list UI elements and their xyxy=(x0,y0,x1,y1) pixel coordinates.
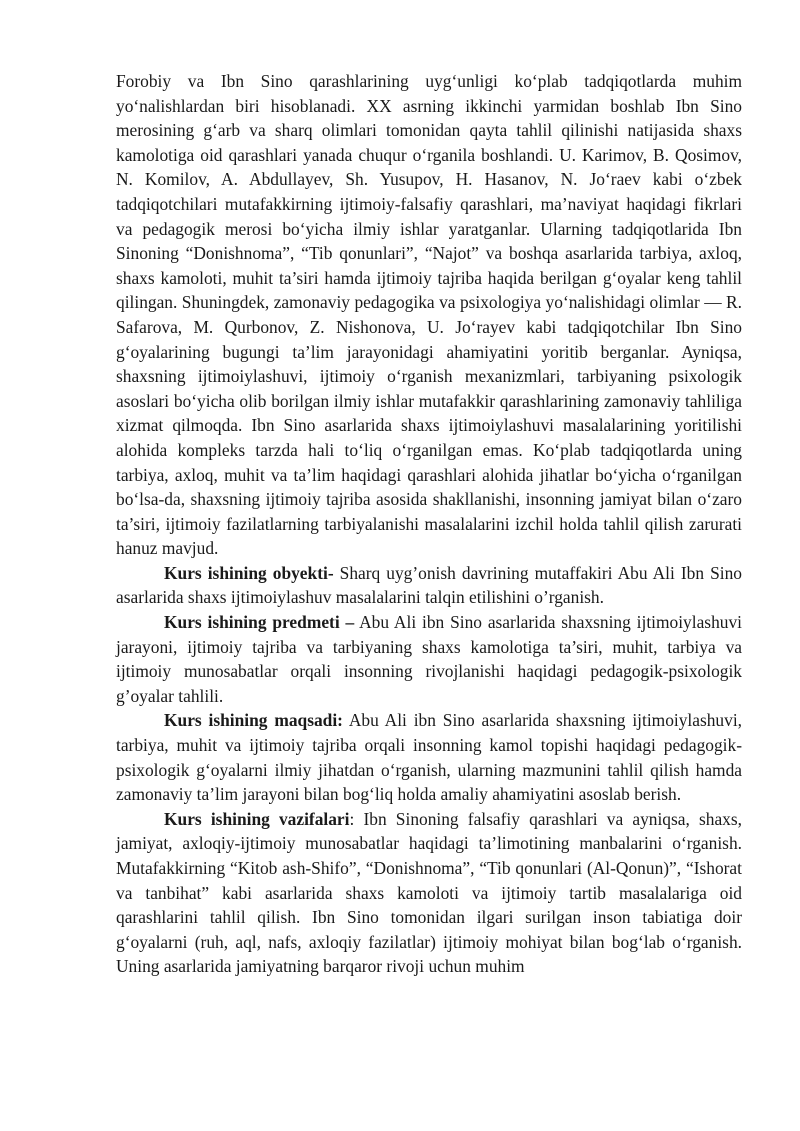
object-text: Sharq uyg’onish davrining mutaffakiri Abu Ali Ibn Sino asarlarida shaxs ijtimoiylashuv masalalarini talqin etilishini o’rganish. xyxy=(116,562,742,608)
goal-heading: Kurs ishining maqsadi: xyxy=(164,710,343,731)
object-heading: Kurs ishining obyekti- xyxy=(164,562,334,583)
tasks-heading: Kurs ishining vazifalari xyxy=(164,808,350,829)
subject-paragraph xyxy=(116,610,742,708)
object-paragraph xyxy=(116,561,742,610)
subject-heading: Kurs ishining predmeti – xyxy=(164,612,355,633)
goal-paragraph xyxy=(116,708,742,806)
goal-text: Abu Ali ibn Sino asarlarida shaxsning ijtimoiylashuvi, tarbiya, muhit va ijtimoiy tajriba orqali insonning kamol topishi haqidagi pedagogik-psixologik g‘oyalarni ilmiy jihatdan o‘rganish, ularning mazmunini tahlil qilish hamda zamonaviy ta’lim jarayoni bilan bog‘liq holda amaliy ahamiyatini asoslab berish. xyxy=(116,710,743,805)
tasks-text: : Ibn Sinoning falsafiy qarashlari va ayniqsa, shaxs, jamiyat, axloqiy-ijtimoiy munosabatlar haqidagi ta’limotining manbalarini o‘rganish. Mutafakkirning “Kitob ash-Shifo”, “Donishnoma”, “Tib qonunlari (Al-Qonun)”, “Ishorat va tanbihat” kabi asarlarida shaxs kamoloti va ijtimoiy tartib masalalariga oid qarashlarini tahlil qilish. Ibn Sino tomonidan ilgari surilgan inson tabiatiga doir g‘oyalarni (ruh, aql, nafs, axloqiy fazilatlar) ijtimoiy mohiyat bilan bog‘lab o‘rganish. Uning asarlarida jamiyatning barqaror rivoji uchun muhim xyxy=(116,808,742,977)
intro-paragraph: Forobiy va Ibn Sino qarashlarining uyg‘unligi ko‘plab tadqiqotlarda muhim yo‘nalishlardan biri hisoblanadi. XX asrning ikkinchi yarmidan boshlab Ibn Sino merosining g‘arb va sharq olimlari tomonidan qayta tahlil qilinishi natijasida shaxs kamolotiga oid qarashlari yanada chuqur o‘rganila boshlandi. U. Karimov, B. Qosimov, N. Komilov, A. Abdullayev, Sh. Yusupov, H. Hasanov, N. Jo‘raev kabi o‘zbek tadqiqotchilari mutafakkirning ijtimoiy-falsafiy qarashlari, ma’naviyat haqidagi fikrlari va pedagogik merosi bo‘yicha ilmiy ishlar yaratganlar. Ularning tadqiqotlarida Ibn Sinoning “Donishnoma”, “Tib qonunlari”, “Najot” va boshqa asarlarida tarbiya, axloq, shaxs kamoloti, muhit ta’siri hamda ijtimoiy tajriba haqida berilgan g‘oyalar keng tahlil qilingan. Shuningdek, zamonaviy pedagogika va psixologiya yo‘nalishidagi olimlar — R. Safarova, M. Qurbonov, Z. Nishonova, U. Jo‘rayev kabi tadqiqotchilar Ibn Sino g‘oyalarining bugungi ta’lim jarayonidagi ahamiyatini yoritib berganlar. Ayniqsa, shaxsning ijtimoiylashuvi, ijtimoiy o‘rganish mexanizmlari, tarbiyaning psixologik asoslari bo‘yicha olib borilgan ilmiy ishlar mutafakkir qarashlarining zamonaviy tahliliga xizmat qilmoqda. Ibn Sino asarlarida shaxs ijtimoiylashuvi masalalarining yoritilishi alohida kompleks tarzda hali to‘liq o‘rganilgan emas. Ko‘plab tadqiqotlarda uning tarbiya, axloq, muhit va ta’lim haqidagi qarashlari alohida jihatlar bo‘yicha o‘rganilgan bo‘lsa-da, shaxsning ijtimoiy tajriba asosida shakllanishi, insonning jamiyat bilan o‘zaro ta’siri, ijtimoiy fazilatlarning tarbiyalanishi masalalarini izchil holda tahlil qilish zarurati hanuz mavjud. xyxy=(116,71,742,559)
tasks-paragraph xyxy=(116,807,742,979)
subject-text: Abu Ali ibn Sino asarlarida shaxsning ijtimoiylashuvi jarayoni, ijtimoiy tajriba va tarbiyaning shaxs kamolotiga ta’siri, muhit, tarbiya va ijtimoiy munosabatlar orqali insonning rivojlanishi haqidagi pedagogik-psixologik g’oyalar tahlili. xyxy=(116,612,742,706)
document-page xyxy=(116,69,742,979)
